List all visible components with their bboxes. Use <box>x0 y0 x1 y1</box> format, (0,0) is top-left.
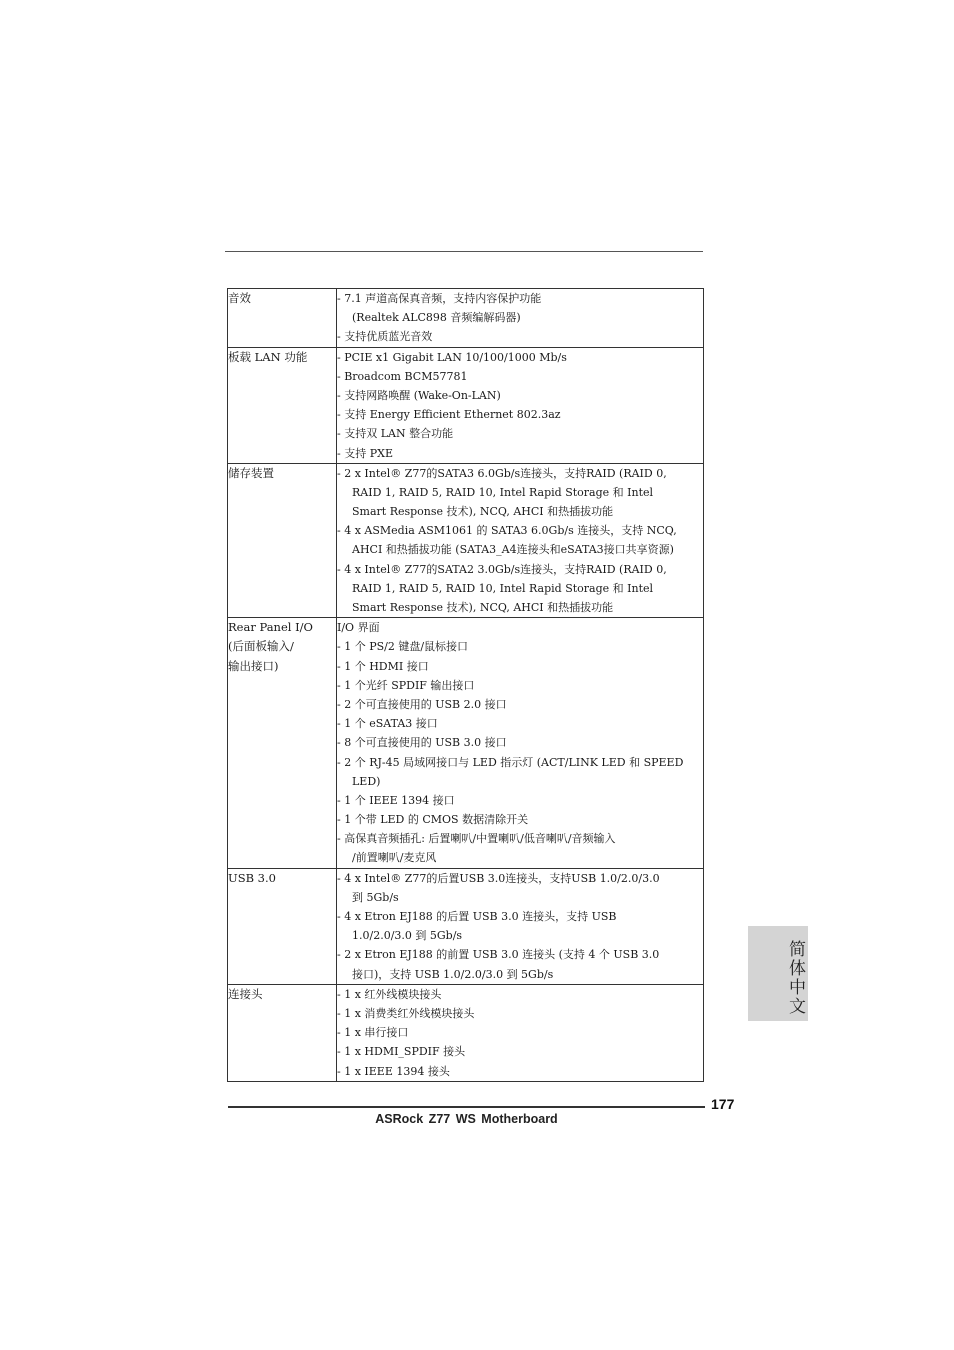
spec-line: - 4 x Intel® Z77的SATA2 3.0Gb/s连接头，支持RAID (RAID 0, <box>337 562 667 576</box>
spec-line: Smart Response 技术), NCQ, AHCI 和热插拔功能 <box>352 601 614 614</box>
spec-label: 储存装置 <box>228 465 274 480</box>
spec-line: - 1 个 IEEE 1394 接口 <box>337 793 455 807</box>
spec-content-cell <box>337 618 704 868</box>
spec-line: - Broadcom BCM57781 <box>337 369 468 383</box>
spec-label: Rear Panel I/O <box>228 620 313 635</box>
spec-row <box>228 868 704 984</box>
spec-line: 1.0/2.0/3.0 到 5Gb/s <box>352 929 463 943</box>
spec-line: - 2 个 RJ-45 局域网接口与 LED 指示灯 (ACT/LINK LED 和 SPEED <box>337 755 684 769</box>
spec-line: AHCI 和热插拔功能 (SATA3_A4连接头和eSATA3接口共享资源) <box>352 543 674 557</box>
spec-line: - 4 x Etron EJ188 的后置 USB 3.0 连接头，支持 USB <box>337 910 617 923</box>
side-tab-label: 简体中文 <box>785 940 805 1016</box>
spec-label: 板载 LAN 功能 <box>228 349 308 364</box>
spec-line: - 支持优质蓝光音效 <box>337 330 433 344</box>
spec-line: /前置喇叭/麦克风 <box>352 851 437 865</box>
bottom-rule <box>228 1106 705 1108</box>
spec-line: - 1 个 eSATA3 接口 <box>337 717 438 731</box>
spec-line: - 2 x Intel® Z77的SATA3 6.0Gb/s连接头，支持RAID (RAID 0, <box>337 466 667 480</box>
spec-label-cell <box>228 618 337 868</box>
spec-line: - 4 x ASMedia ASM1061 的 SATA3 6.0Gb/s 连接头，支持 NCQ, <box>337 524 677 538</box>
spec-line: - 1 个光纤 SPDIF 输出接口 <box>337 678 475 692</box>
spec-content-cell <box>337 984 704 1081</box>
spec-table-body <box>228 289 704 1082</box>
spec-line: - 1 个 PS/2 键盘/鼠标接口 <box>337 640 469 654</box>
spec-line: 到 5Gb/s <box>352 890 399 904</box>
spec-line: - 1 x HDMI_SPDIF 接头 <box>337 1045 466 1059</box>
spec-row <box>228 347 704 463</box>
spec-line: RAID 1, RAID 5, RAID 10, Intel Rapid Storage 和 Intel <box>352 581 654 595</box>
spec-label-cell <box>228 463 337 618</box>
spec-label-cell <box>228 984 337 1081</box>
footer-title: ASRock Z77 WS Motherboard <box>375 1112 558 1126</box>
spec-label: 音效 <box>228 291 251 305</box>
spec-line: - 1 x 串行接口 <box>337 1026 409 1040</box>
spec-row <box>228 289 704 348</box>
spec-line: I/O 界面 <box>337 621 380 635</box>
spec-label: 输出接口) <box>228 658 279 673</box>
spec-line: - 7.1 声道高保真音频，支持内容保护功能 <box>337 292 542 305</box>
spec-line: - 支持 PXE <box>337 446 393 460</box>
spec-row <box>228 463 704 618</box>
language-side-tab <box>748 926 808 1021</box>
spec-line: - PCIE x1 Gigabit LAN 10/100/1000 Mb/s <box>337 350 567 364</box>
spec-line: - 2 个可直接使用的 USB 2.0 接口 <box>337 697 507 711</box>
spec-line: - 8 个可直接使用的 USB 3.0 接口 <box>337 736 507 750</box>
spec-table <box>227 288 704 1082</box>
spec-line: (Realtek ALC898 音频编解码器) <box>352 311 521 325</box>
spec-label-cell <box>228 347 337 463</box>
spec-content-cell <box>337 868 704 984</box>
spec-line: - 1 个带 LED 的 CMOS 数据清除开关 <box>337 813 529 827</box>
spec-line: - 支持双 LAN 整合功能 <box>337 427 454 441</box>
spec-line: - 2 x Etron EJ188 的前置 USB 3.0 连接头 (支持 4 个 USB 3.0 <box>337 948 660 962</box>
page-number: 177 <box>711 1096 735 1112</box>
spec-label-cell <box>228 868 337 984</box>
spec-line: - 高保真音频插孔: 后置喇叭/中置喇叭/低音喇叭/音频输入 <box>337 832 616 846</box>
spec-line: - 1 x 红外线模块接头 <box>337 987 442 1001</box>
spec-line: - 4 x Intel® Z77的后置USB 3.0连接头，支持USB 1.0/2.0/3.0 <box>337 871 660 885</box>
spec-line: Smart Response 技术), NCQ, AHCI 和热插拔功能 <box>352 505 614 519</box>
spec-line: - 支持 Energy Efficient Ethernet 802.3az <box>337 408 561 422</box>
spec-label: (后面板输入/ <box>228 639 294 654</box>
spec-line: LED) <box>352 774 381 788</box>
spec-row <box>228 618 704 868</box>
top-rule <box>225 251 703 252</box>
spec-line: 接口)，支持 USB 1.0/2.0/3.0 到 5Gb/s <box>352 967 554 981</box>
spec-line: - 1 个 HDMI 接口 <box>337 659 429 673</box>
spec-line: - 1 x IEEE 1394 接头 <box>337 1064 450 1078</box>
spec-line: - 1 x 消费类红外线模块接头 <box>337 1006 475 1020</box>
spec-content-cell <box>337 289 704 348</box>
spec-content-cell <box>337 463 704 618</box>
spec-line: RAID 1, RAID 5, RAID 10, Intel Rapid Storage 和 Intel <box>352 485 654 499</box>
spec-label: 连接头 <box>228 986 263 1001</box>
spec-label: USB 3.0 <box>228 870 276 885</box>
spec-content-cell <box>337 347 704 463</box>
spec-row <box>228 984 704 1081</box>
spec-label-cell <box>228 289 337 348</box>
spec-line: - 支持网路唤醒 (Wake-On-LAN) <box>337 388 501 402</box>
